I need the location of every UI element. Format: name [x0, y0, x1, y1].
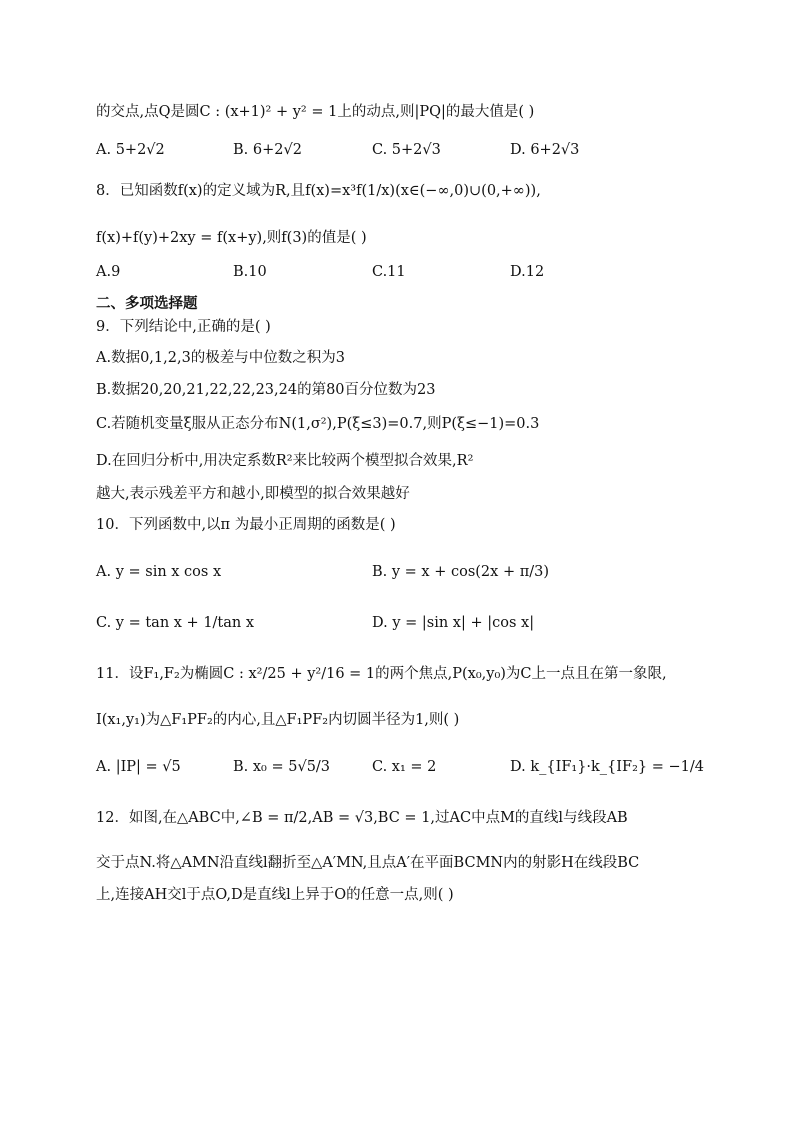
- section-title: 二、多项选择题: [96, 296, 198, 312]
- q9-option-d-line-2: 越大,表示残差平方和越小,即模型的拟合效果越好: [96, 486, 410, 502]
- q7-option-b: B. 6+2√2: [233, 142, 302, 158]
- q8-option-b: B.10: [233, 264, 267, 280]
- q8-line-1: 8．已知函数f(x)的定义域为R,且f(x)=x³f(1/x)(x∈(−∞,0)∪(0,+∞)),: [96, 183, 541, 199]
- q9-option-c: C.若随机变量ξ服从正态分布N(1,σ²),P(ξ≤3)=0.7,则P(ξ≤−1)=0.3: [96, 416, 540, 432]
- q10-option-c: C. y = tan x + 1/tan x: [96, 615, 255, 631]
- q8-option-c: C.11: [372, 264, 406, 280]
- q9-option-d-line-1: D.在回归分析中,用决定系数R²来比较两个模型拟合效果,R²: [96, 453, 474, 469]
- q11-line-2: I(x₁,y₁)为△F₁PF₂的内心,且△F₁PF₂内切圆半径为1,则( ): [96, 712, 460, 728]
- q9-stem: 9．下列结论中,正确的是( ): [96, 319, 271, 335]
- q12-line-2: 交于点N.将△AMN沿直线l翻折至△A′MN,且点A′在平面BCMN内的射影H在线段BC: [96, 855, 640, 871]
- q10-option-d: D. y = |sin x| + |cos x|: [372, 615, 535, 631]
- q11-option-b: B. x₀ = 5√5/3: [233, 759, 331, 775]
- q10-option-b: B. y = x + cos(2x + π/3): [372, 564, 549, 580]
- q7-option-c: C. 5+2√3: [372, 142, 441, 158]
- q10-stem: 10．下列函数中,以π 为最小正周期的函数是( ): [96, 517, 396, 533]
- q8-option-d: D.12: [510, 264, 545, 280]
- q12-line-3: 上,连接AH交l于点O,D是直线l上异于O的任意一点,则( ): [96, 887, 454, 903]
- q11-option-c: C. x₁ = 2: [372, 759, 437, 775]
- q10-option-a: A. y = sin x cos x: [96, 564, 222, 580]
- q11-option-a: A. |IP| = √5: [96, 759, 181, 775]
- q12-line-1: 12．如图,在△ABC中,∠B = π/2,AB = √3,BC = 1,过AC中点M的直线l与线段AB: [96, 810, 628, 826]
- q7-option-d: D. 6+2√3: [510, 142, 580, 158]
- q8-option-a: A.9: [96, 264, 121, 280]
- q9-option-b: B.数据20,20,21,22,22,23,24的第80百分位数为23: [96, 382, 436, 398]
- q11-option-d: D. k_{IF₁}·k_{IF₂} = −1/4: [510, 759, 704, 775]
- q8-line-2: f(x)+f(y)+2xy = f(x+y),则f(3)的值是( ): [96, 230, 367, 246]
- q7-option-a: A. 5+2√2: [96, 142, 165, 158]
- q11-line-1: 11．设F₁,F₂为椭圆C : x²/25 + y²/16 = 1的两个焦点,P(x₀,y₀)为C上一点且在第一象限,: [96, 666, 667, 682]
- q9-option-a: A.数据0,1,2,3的极差与中位数之积为3: [96, 350, 346, 366]
- q7-continuation: 的交点,点Q是圆C : (x+1)² + y² = 1上的动点,则|PQ|的最大值是( ): [96, 104, 535, 120]
